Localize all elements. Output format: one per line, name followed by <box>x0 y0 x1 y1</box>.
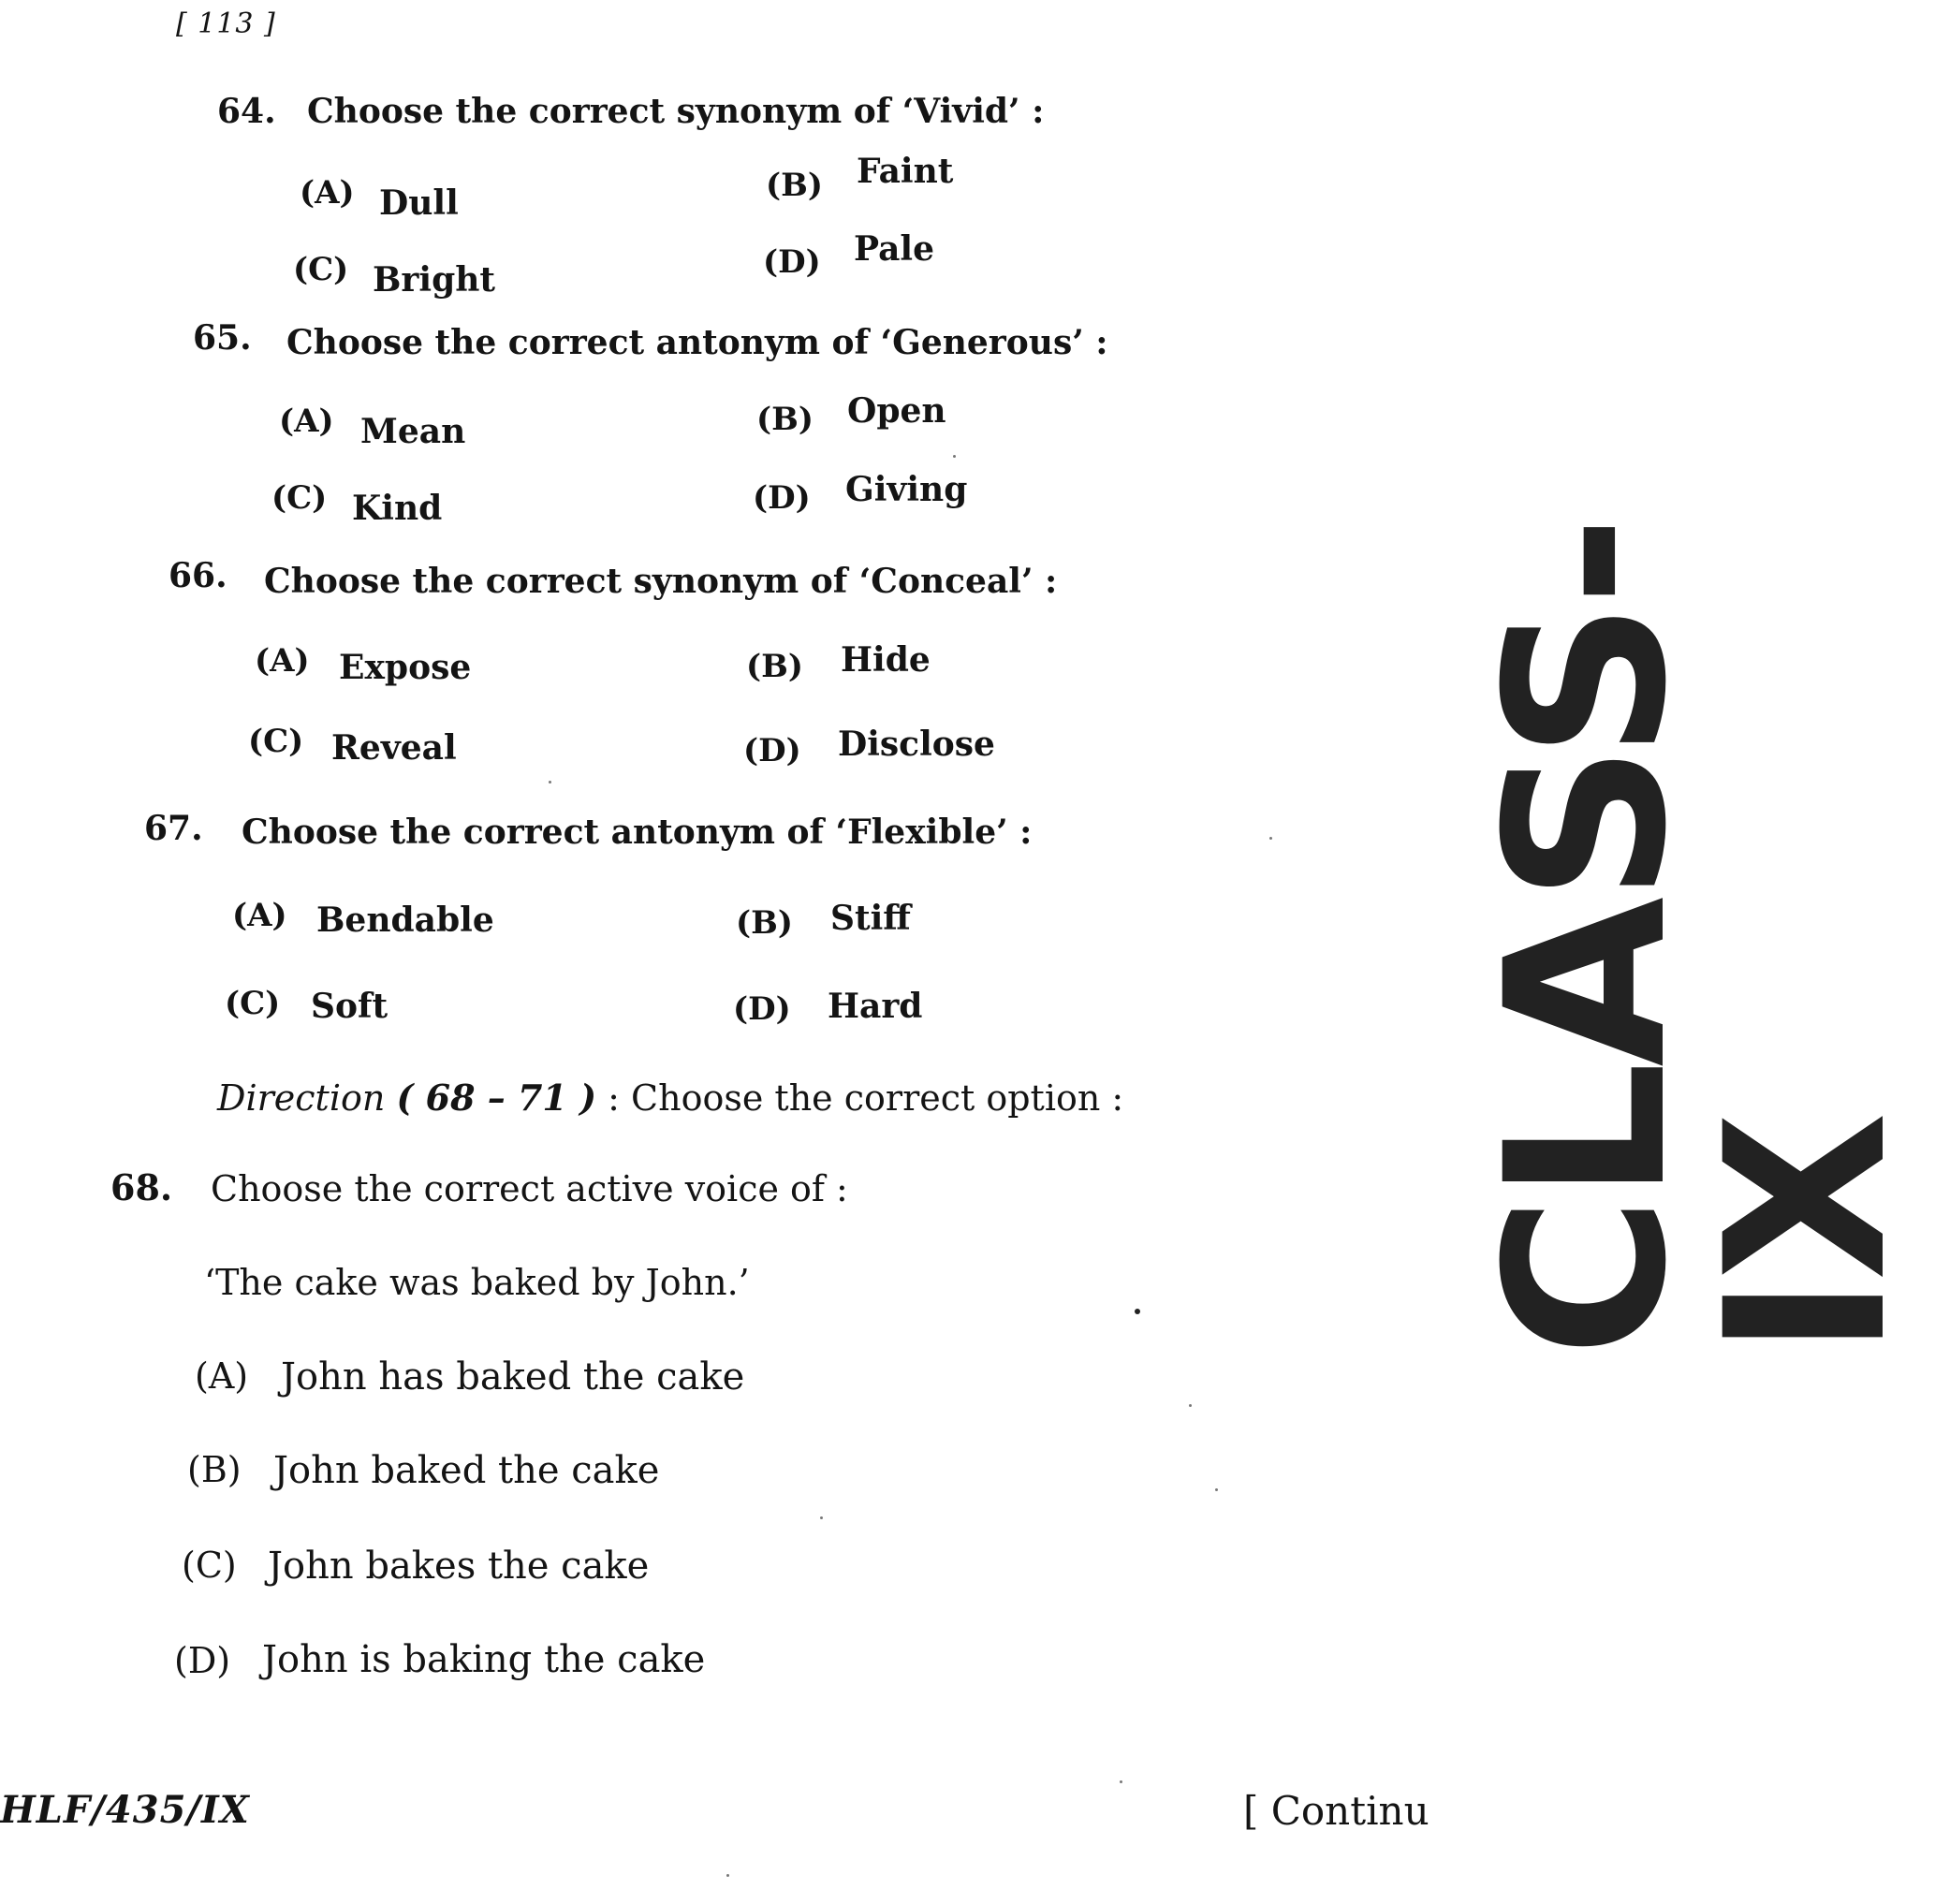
option-label: (A) <box>300 174 355 212</box>
option-text: John bakes the cake <box>268 1545 650 1588</box>
option-label: (D) <box>174 1640 231 1681</box>
question-text: Choose the correct antonym of ‘Flexible’ : <box>242 813 1033 852</box>
scan-speck <box>1120 1780 1122 1783</box>
option-label: (B) <box>756 401 814 438</box>
option-text: Mean <box>360 412 466 451</box>
option-text: Bright <box>373 260 496 300</box>
direction-range: ( 68 – 71 ) <box>396 1076 597 1119</box>
scan-speck <box>953 455 956 458</box>
class-watermark <box>1327 309 1935 1357</box>
question-sentence: ‘The cake was baked by John.’ <box>204 1262 750 1303</box>
direction-label: Direction <box>217 1077 386 1119</box>
option-label: (A) <box>279 403 334 440</box>
question-number: 64. <box>217 92 276 131</box>
page-number: [ 113 ] <box>176 7 276 40</box>
option-text: Hide <box>841 640 931 680</box>
option-text: John baked the cake <box>273 1449 660 1492</box>
option-label: (C) <box>271 479 328 517</box>
option-text: John has baked the cake <box>281 1355 745 1399</box>
option-label: (D) <box>763 243 821 281</box>
question-number: 65. <box>193 318 252 358</box>
scan-speck <box>549 781 551 784</box>
option-label: (D) <box>733 990 791 1028</box>
scan-speck <box>1269 837 1272 840</box>
option-text: Faint <box>857 152 954 191</box>
option-text: Pale <box>854 229 935 269</box>
option-label: (B) <box>766 167 823 204</box>
option-label: (A) <box>232 897 287 934</box>
question-text: Choose the correct synonym of ‘Conceal’ : <box>264 562 1058 601</box>
option-text: Expose <box>339 648 472 687</box>
footer-continued: [ Continu <box>1243 1788 1429 1834</box>
option-text: Soft <box>311 987 388 1026</box>
direction-text: : Choose the correct option : <box>608 1077 1124 1119</box>
scan-speck <box>1189 1404 1192 1407</box>
watermark-text: CLASS-IX <box>1459 520 1935 1357</box>
option-label: (C) <box>225 985 281 1022</box>
option-label: (A) <box>195 1355 249 1397</box>
question-text: Choose the correct synonym of ‘Vivid’ : <box>307 92 1045 131</box>
direction-line <box>217 1076 1123 1119</box>
scan-speck <box>820 1516 823 1519</box>
option-text: Disclose <box>838 725 995 764</box>
question-text: Choose the correct antonym of ‘Generous’ : <box>286 323 1108 362</box>
option-label: (B) <box>187 1449 242 1490</box>
option-label: (B) <box>746 648 803 685</box>
option-label: (C) <box>182 1545 237 1586</box>
scan-speck <box>1135 1309 1140 1314</box>
option-label: (C) <box>248 723 304 760</box>
question-number: 68. <box>110 1166 173 1208</box>
question-number: 67. <box>144 809 203 848</box>
option-text: Kind <box>352 489 443 528</box>
footer-paper-code: HLF/435/IX <box>0 1788 250 1832</box>
option-label: (D) <box>753 479 811 517</box>
option-text: Reveal <box>331 728 457 768</box>
option-text: Giving <box>845 470 968 509</box>
option-text: Bendable <box>316 901 494 940</box>
option-label: (D) <box>743 732 801 769</box>
option-text: John is baking the cake <box>262 1638 706 1681</box>
option-text: Stiff <box>830 899 911 938</box>
option-text: Open <box>847 391 946 431</box>
scan-speck <box>726 1874 729 1877</box>
option-label: (B) <box>736 904 793 942</box>
question-text: Choose the correct active voice of : <box>211 1168 848 1209</box>
option-text: Dull <box>379 183 459 223</box>
scan-speck <box>1215 1488 1218 1491</box>
option-label: (C) <box>293 251 349 288</box>
option-label: (A) <box>255 642 310 680</box>
question-number: 66. <box>169 556 227 595</box>
option-text: Hard <box>828 987 923 1026</box>
